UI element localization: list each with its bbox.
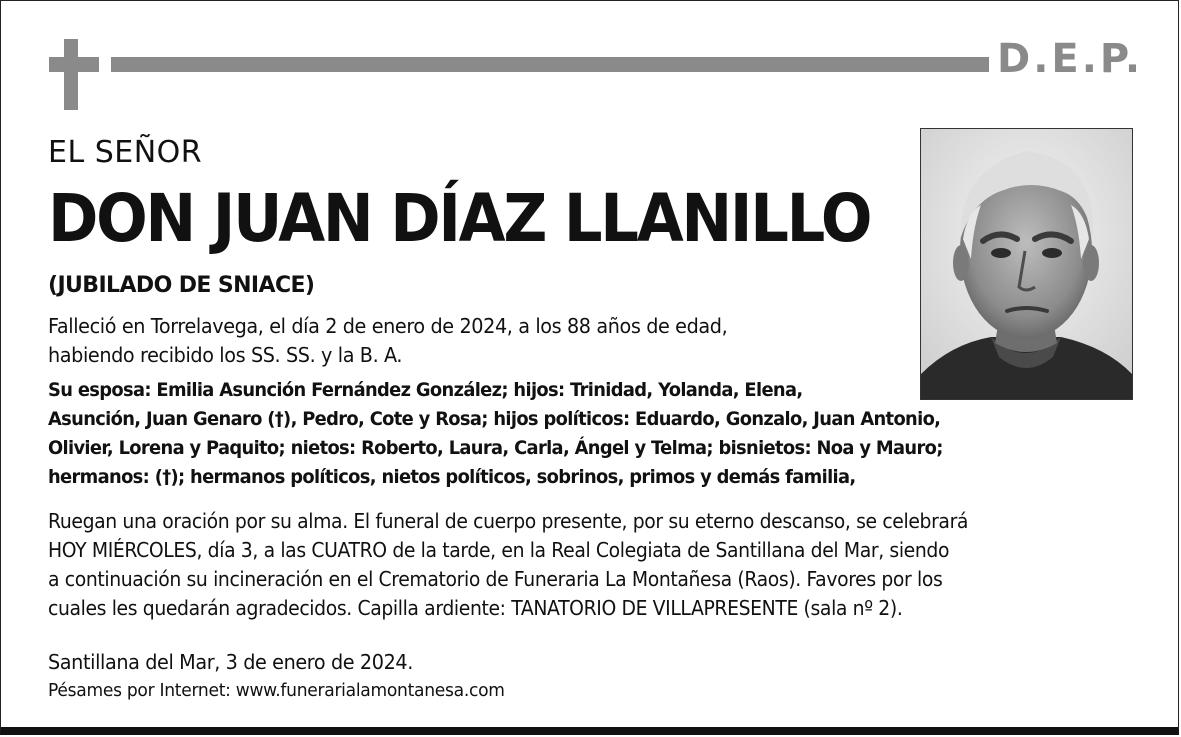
family-list [48, 376, 943, 492]
family-line: Su esposa: Emilia Asunción Fernández González; hijos: Trinidad, Yolanda, Elena, [48, 379, 803, 401]
death-details [48, 312, 727, 370]
death-line: Falleció en Torrelavega, el día 2 de enero de 2024, a los 88 años de edad, [48, 314, 728, 338]
family-line: Asunción, Juan Genaro (†), Pedro, Cote y Rosa; hijos políticos: Eduardo, Gonzalo, Juan Antonio, [48, 408, 941, 430]
portrait-photo [920, 128, 1133, 400]
condolences-web: Pésames por Internet: www.funerarialamontanesa.com [48, 680, 505, 701]
service-line: Ruegan una oración por su alma. El funeral de cuerpo presente, por su eterno descanso, se celebrará [48, 509, 969, 533]
notice-heading: EL SEÑOR [48, 135, 203, 170]
family-line: hermanos: (†); hermanos políticos, nietos políticos, sobrinos, primos y demás familia, [48, 466, 856, 488]
place-date: Santillana del Mar, 3 de enero de 2024. [48, 650, 413, 674]
cross-icon-bar [49, 57, 99, 72]
deceased-occupation: (JUBILADO DE SNIACE) [48, 273, 315, 298]
cross-icon [64, 39, 78, 110]
family-line: Olivier, Lorena y Paquito; nietos: Roberto, Laura, Carla, Ángel y Telma; bisnietos: Noa y Mauro; [48, 437, 943, 459]
header-rule [111, 57, 989, 72]
service-line: HOY MIÉRCOLES, día 3, a las CUATRO de la tarde, en la Real Colegiata de Santillana del Mar, siendo [48, 538, 950, 562]
funeral-service-details [48, 507, 968, 623]
service-line: a continuación su incineración en el Crematorio de Funeraria La Montañesa (Raos). Favores por los [48, 567, 943, 591]
deceased-name: DON JUAN DÍAZ LLANILLO [48, 180, 871, 257]
death-line: habiendo recibido los SS. SS. y la B. A. [48, 343, 403, 367]
service-line: cuales les quedarán agradecidos. Capilla ardiente: TANATORIO DE VILLAPRESENTE (sala nº 2). [48, 596, 903, 620]
portrait-illustration [921, 129, 1132, 399]
dep-label: D.E.P. [997, 36, 1144, 82]
